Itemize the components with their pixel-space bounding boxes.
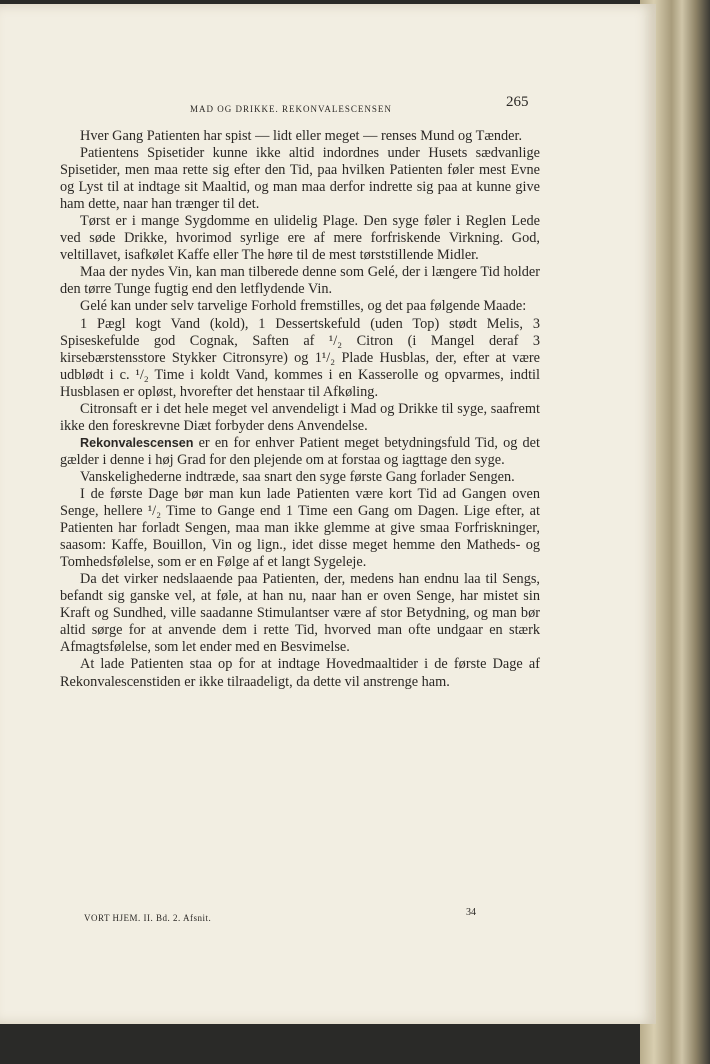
footer-imprint: VORT HJEM. II. Bd. 2. Afsnit. — [84, 913, 212, 923]
paragraph-5: Gelé kan under selv tarvelige Forhold fremstilles, og det paa følgende Maade: — [80, 298, 527, 315]
paragraph-11: Da det virker nedslaaende paa Patienten, der, medens han endnu laa til Sengs, befandt sig ganske vel, at føle, at han nu, naar han er oven Senge, har mistet sin Kraft og Sundhed, ville saadanne Stimulantser være af stor Betydning, og man bør altid sørge for at anvende dem i rette Tid, hvorved man ofte undgaar en stærk Afmagtsfølelse, som let ender med en Besvimelse. — [60, 571, 540, 656]
section-keyword-text: er en for enhver Patient meget betydningsfuld Tid, og det gælder i denne i høj Grad for den plejende om at forstaa og iagttage den syge. — [60, 434, 540, 468]
paragraph-2: Patientens Spisetider kunne ikke altid indordnes under Husets sædvanlige Spisetider, men maa rette sig efter den Tid, paa hvilken Patienten føler mest Evne og Lyst til at indtage sit Maaltid, og man maa derfor indrette sig paa at kunne give ham dette, naar han trænger til det. — [60, 145, 540, 213]
signature-mark: 34 — [466, 907, 476, 918]
section-keyword: Rekonvalescensen — [80, 435, 194, 450]
book-page — [0, 4, 656, 1024]
paragraph-10: I de første Dage bør man kun lade Patienten være kort Tid ad Gangen oven Senge, hellere ¹/₂ Time to Gange end 1 Time een Gang om Dagen. Lige efter, at Patienten har forladt Sengen, maa man ikke glemme at give smaa Forfriskninger, saasom: Kaffe, Bouillon, Vin og lign., idet disse meget hemme den Matheds- og Tomhedsfølelse, som er en Følge af et langt Sygeleje. — [60, 485, 540, 571]
running-head: MAD OG DRIKKE. REKONVALESCENSEN — [190, 104, 392, 114]
paragraph-4: Maa der nydes Vin, kan man tilberede denne som Gelé, der i længere Tid holder den tørre Tunge fugtig end den letflydende Vin. — [60, 264, 540, 298]
paragraph-6-recipe: 1 Pægl kogt Vand (kold), 1 Dessertskefuld (uden Top) stødt Melis, 3 Spiseskefulde god Cognak, Saften af ¹/₂ Citron (i Mangel deraf 3 kirsebærstensstore Stykker Citronsyre) og 1¹/₂ Plade Husblas, der, efter at være udblødt i c. ¹/₂ Time i koldt Vand, kommes i en Kasserolle og opvarmes, indtil Husblasen er opløst, hvorefter det henstaar til Afkøling. — [60, 315, 540, 400]
page-number: 265 — [506, 94, 529, 110]
paragraph-12: At lade Patienten staa op for at indtage Hovedmaaltider i de første Dage af Rekonvalescenstiden er ikke tilraadeligt, da dette vil anstrenge ham. — [60, 656, 540, 690]
paragraph-rekonvalescensen — [60, 435, 540, 469]
paragraph-3: Tørst er i mange Sygdomme en ulidelig Plage. Den syge føler i Reglen Lede ved søde Drikke, hvorimod syrlige ere af mere forfriskende Virkning. God, veltillavet, isafkølet Kaffe eller The høre til de mest tørststillende Midler. — [60, 213, 540, 264]
paragraph-1: Hver Gang Patienten har spist — lidt eller meget — renses Mund og Tænder. — [80, 128, 523, 144]
paragraph-9: Vanskelighederne indtræde, saa snart den syge første Gang forlader Sengen. — [80, 468, 515, 485]
body-text — [60, 128, 540, 691]
paragraph-7: Citronsaft er i det hele meget vel anvendeligt i Mad og Drikke til syge, saafremt ikke den foreskrevne Diæt forbyder dens Anvendelse. — [60, 400, 540, 434]
